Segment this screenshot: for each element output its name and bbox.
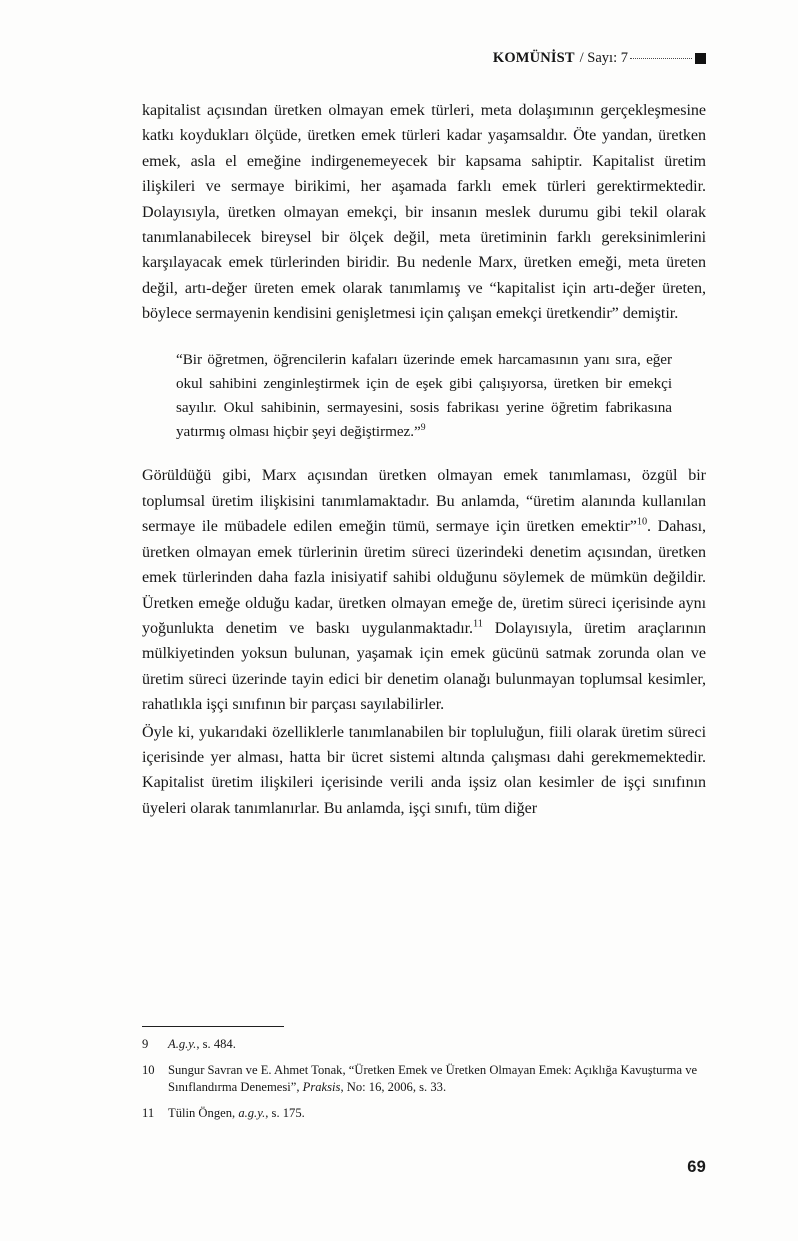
footnote-italic-run: Praksis bbox=[302, 1080, 341, 1095]
paragraph-2-part-a: Görüldüğü gibi, Marx açısından üretken olmayan emek tanımlaması, özgül bir toplumsal üretim ilişkisini tanımlamaktadır. Bu anlamda, “üretim alanında kullanılan sermaye ile mübadele edilen emeğin tümü, sermaye için üretken emektir” bbox=[142, 467, 706, 536]
footnote-text bbox=[168, 1036, 706, 1054]
header-issue-number: / Sayı: 7 bbox=[579, 49, 628, 66]
blockquote-text: “Bir öğretmen, öğrencilerin kafaları üzerinde emek harcamasının yanı sıra, eğer okul sahibini zenginleştirmek için de eşek gibi çalışıyorsa, üretken bir emekçi sayılır. Okul sahibinin, sermayesini, sosis fabrikası yerine öğretim fabrikasına yatırmış olması hiçbir şeyi değiştirmez.” bbox=[176, 350, 672, 441]
footnote-italic-run: A.g.y. bbox=[168, 1037, 197, 1051]
footnote-marker-10: 10 bbox=[636, 516, 648, 528]
footnote-number: 11 bbox=[142, 1105, 155, 1120]
footnote-marker-11: 11 bbox=[473, 618, 483, 630]
footnote-text-run: , s. 175. bbox=[265, 1105, 305, 1120]
footnote-item bbox=[142, 1062, 706, 1097]
text-column bbox=[142, 98, 706, 821]
footnote-separator-rule bbox=[142, 1026, 284, 1027]
footnote-text-run: , s. 484. bbox=[196, 1037, 236, 1051]
paragraph-2 bbox=[142, 463, 706, 717]
footnote-text bbox=[168, 1062, 706, 1097]
blockquote-marx bbox=[176, 348, 672, 445]
paragraph-2-part-b: . Dahası, üretken olmayan emek türlerinin üretim süreci üzerindeki denetim açısından, üretken emek türlerinden daha fazla inisiyatif sahibi olduğunu söylemek de mümkün değildir. Üretken emeğe olduğu kadar, üretken olmayan emeğe de, üretim süreci içerisinde aynı yoğunlukta denetim ve baskı uygulanmaktadır. bbox=[142, 518, 706, 637]
header-journal-title: KOMÜNİST bbox=[492, 49, 575, 66]
footnote-list bbox=[142, 1036, 706, 1122]
footnote-item bbox=[142, 1105, 706, 1123]
footnote-text-run: , No: 16, 2006, s. 33. bbox=[340, 1080, 447, 1095]
paragraph-2-part-c: Dolayısıyla, üretim araçlarının mülkiyetinden yoksun bulunan, yaşamak için emek gücünü satmak zorunda olan ve üretim süreci üzerinde tayin edici bir denetim olanağı bulunmayan toplumsal kesimler, rahatlıkla işçi sınıfının bir parçası sayılabilirler. bbox=[142, 619, 706, 714]
footnote-text-run: Sungur Savran ve E. Ahmet Tonak, “Üretken Emek ve Üretken Olmayan Emek: Açıklığa Kavuşturma ve Sınıflandırma Denemesi”, bbox=[168, 1062, 698, 1095]
footnote-text-run: Tülin Öngen, bbox=[168, 1105, 239, 1120]
footnote-marker-9: 9 bbox=[420, 422, 426, 434]
footnote-number: 10 bbox=[142, 1062, 155, 1077]
paragraph-3: Öyle ki, yukarıdaki özelliklerle tanımlanabilen bir topluluğun, fiili olarak üretim süreci içerisinde yer alması, hatta bir ücret sistemi altında çalışması dahi gerekmemektedir. Kapitalist üretim ilişkileri içerisinde verili anda işsiz olan kesimler de işçi sınıfının üyeleri olarak tanımlanırlar. Bu anlamda, işçi sınıfı, tüm diğer bbox=[142, 723, 706, 817]
page-number: 69 bbox=[687, 1158, 706, 1176]
footnote-number: 9 bbox=[142, 1037, 149, 1051]
footnote-item bbox=[142, 1036, 706, 1054]
header-dotted-leader bbox=[630, 53, 692, 64]
footnote-text bbox=[168, 1105, 706, 1123]
footnotes-section bbox=[142, 1026, 706, 1130]
running-header bbox=[142, 46, 706, 70]
paragraph-1: kapitalist açısından üretken olmayan emek türleri, meta dolaşımının gerçekleşmesine katkı koydukları ölçüde, üretken emek türleri kadar yaşamsaldır. Öte yandan, üretken emek, asla el emeğine indirgenemeyecek bir kapsama sahiptir. Kapitalist üretim ilişkileri ve sermaye birikimi, her aşamada farklı emek türleri gerektirmektedir. Dolayısıyla, üretken olmayan emekçi, bir insanın meslek durumu gibi tekil olarak tanımlanabilecek bireysel bir ölçek değil, meta üretiminin farklı gereksinimlerini karşılayacak emek türlerinden biridir. Bu nedenle Marx, üretken emeği, meta üreten değil, artı-değer üreten emek olarak tanımlamış ve “kapitalist için artı-değer üreten, böylece sermayenin kendisini genişletmesi için çalışan emekçi üretkendir” demiştir. bbox=[142, 102, 706, 323]
filled-square-icon bbox=[695, 53, 706, 64]
footnote-italic-run: a.g.y. bbox=[238, 1105, 266, 1120]
